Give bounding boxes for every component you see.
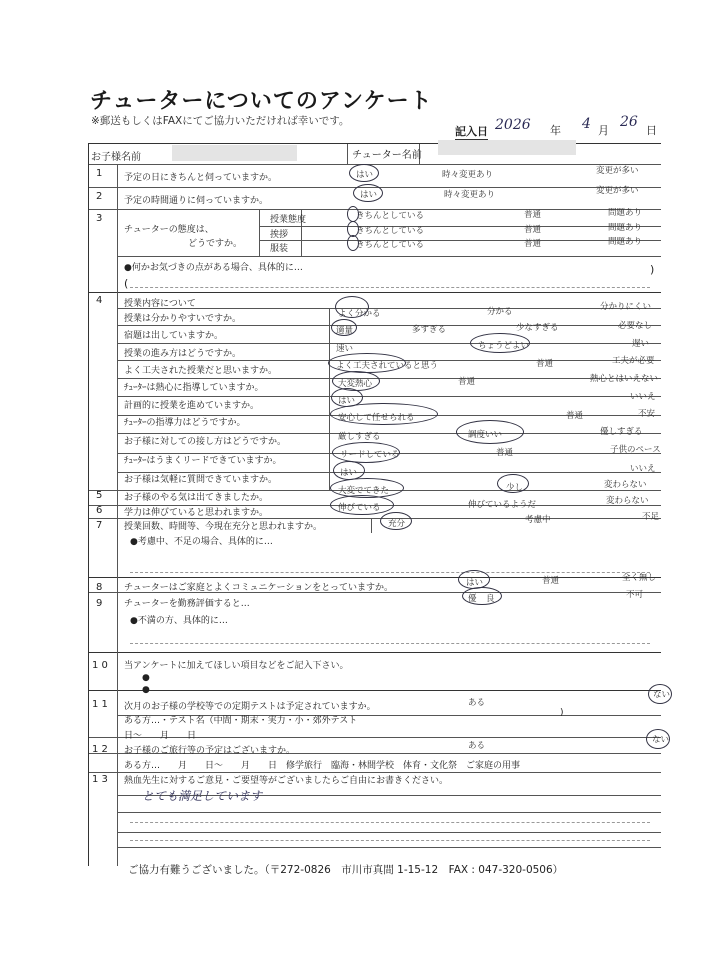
q4-row-7-circle (330, 403, 438, 425)
q4-row-7-opt-2[interactable]: 普通 (566, 411, 584, 421)
q11-opt-no[interactable]: ない (653, 690, 671, 700)
child-name-label: お子様名前 (91, 152, 141, 163)
q12-opt-no-circle (646, 729, 670, 749)
footer-contact: ご協力有難うございました。（〒272-0826 市川市真間 1-15-12 FAX : 047-320-0506） (128, 864, 564, 876)
q3-row-label-greeting: 挨拶 (270, 230, 289, 240)
q12-opt-yes[interactable]: ある (468, 741, 486, 751)
q2-option-sometimes[interactable]: 時々変更あり (444, 190, 496, 200)
q4-row-2-opt-3[interactable]: 少なすぎる (516, 323, 559, 333)
q11-number: 1 1 (92, 699, 108, 710)
q3-greeting-normal[interactable]: 普通 (524, 225, 542, 235)
q4-row-4-opt-2[interactable]: 普通 (536, 359, 554, 369)
q8-text: チューターはご家庭とよくコミュニケーションをとっていますか。 (124, 583, 394, 593)
q4-row-10-opt-1[interactable]: はい (340, 468, 358, 478)
date-month-unit: 月 (598, 124, 609, 137)
q4-row-2-opt-4[interactable]: 必要なし (618, 321, 653, 331)
q9-opt-3[interactable]: 不可 (626, 590, 644, 600)
q3-row-label-attitude: 授業態度 (270, 215, 307, 225)
q6-opt-1[interactable]: 伸びている (338, 503, 381, 513)
q13-answer-line-1[interactable] (130, 822, 650, 823)
q12-opt-no[interactable]: ない (652, 735, 670, 745)
q3-text-1: チューターの態度は、 (124, 225, 214, 235)
q4-row-3-opt-1[interactable]: 速い (336, 344, 354, 354)
q4-row-2-opt-2[interactable]: 多すぎる (412, 325, 447, 335)
q4-row-1-circle (335, 296, 369, 318)
q3-attitude-circle (347, 206, 359, 222)
q3-greeting-good[interactable]: きちんとしている (356, 226, 425, 236)
q11-opt-no-circle (648, 684, 672, 704)
q3-greeting-problem[interactable]: 問題あり (608, 223, 643, 233)
q1-option-often[interactable]: 変更が多い (596, 166, 639, 176)
q4-row-6-opt-2[interactable]: いいえ (630, 392, 656, 402)
q4-row-7-opt-1[interactable]: 安心して任せられる (338, 413, 415, 423)
q9-note: ●不満の方、具体的に… (130, 616, 228, 626)
q3-paren-open: ( (124, 277, 129, 290)
q5-opt-2-circle (497, 474, 529, 493)
q4-row-5-opt-2[interactable]: 普通 (458, 377, 476, 387)
q4-row-6-opt-1[interactable]: はい (338, 396, 356, 406)
q1-text: 予定の日にきちんと伺っていますか。 (124, 173, 278, 183)
q3-clothing-good[interactable]: きちんとしている (356, 240, 425, 250)
q4-row-2-text: 宿題は出していますか。 (124, 331, 224, 341)
q4-row-8-circle (456, 420, 524, 444)
q13-text: 熱血先生に対するご意見・ご要望等がございましたらご自由にお書きください。 (124, 776, 449, 786)
q9-number: 9 (96, 598, 103, 609)
q10-text: 当アンケートに加えてほしい項目などをご記入下さい。 (124, 661, 349, 671)
q3-row-label-clothing: 服装 (270, 244, 289, 254)
q8-opt-2[interactable]: 普通 (542, 576, 560, 586)
q1-option-yes[interactable]: はい (356, 170, 374, 180)
q4-row-4-text: よく工夫された授業だと思いますか。 (124, 366, 278, 376)
date-label: 記入日 (455, 125, 488, 138)
q4-row-2-circle (331, 319, 357, 336)
q5-text: お子様のやる気は出てきましたか。 (124, 493, 269, 503)
q4-row-5-opt-3[interactable]: 熱心とはいえない (590, 374, 659, 384)
q4-row-9-text: ﾁｭｰﾀｰはうまくリードできていますか。 (124, 456, 282, 466)
q10-bullet-1[interactable]: ● (142, 673, 150, 683)
q4-row-2-opt-1[interactable]: 適量 (336, 326, 354, 336)
q12-detail: ある方… 月 日～ 月 日 修学旅行 臨海・林間学校 体育・文化祭 ご家庭の用事 (124, 761, 521, 771)
q2-option-yes[interactable]: はい (360, 190, 378, 200)
q5-number: 5 (96, 490, 103, 501)
q3-clothing-problem[interactable]: 問題あり (608, 237, 643, 247)
q4-row-3-opt-2[interactable]: ちょうどよい (478, 341, 530, 351)
q3-text-2: どうですか。 (188, 239, 243, 249)
tutor-name-label: チューター名前 (352, 150, 422, 161)
q9-answer-line[interactable] (130, 643, 650, 644)
q9-opt-2[interactable]: 良 (486, 594, 495, 604)
q4-row-5-opt-1[interactable]: 大変熱心 (338, 379, 373, 389)
q10-bullet-2[interactable]: ● (142, 685, 150, 695)
q3-attitude-problem[interactable]: 問題あり (608, 208, 643, 218)
tutor-name-redacted[interactable] (438, 140, 576, 155)
q8-opt-3[interactable]: 全く無し (622, 573, 657, 583)
q11-text: 次月のお子様の学校等での定期テストは予定されていますか。 (124, 702, 376, 712)
q5-opt-2[interactable]: 少し (506, 483, 524, 493)
q4-row-9-opt-3[interactable]: 子供のペース (610, 445, 661, 455)
date-year[interactable]: 2026 (495, 117, 531, 133)
q3-clothing-circle (347, 235, 359, 251)
q4-row-3-circle (470, 333, 530, 353)
q7-opt-3[interactable]: 不足 (642, 512, 660, 522)
q4-row-4-opt-3[interactable]: 工夫が必要 (612, 356, 655, 366)
q2-option-often[interactable]: 変更が多い (596, 186, 639, 196)
q7-opt-1[interactable]: 充分 (388, 519, 406, 529)
q4-row-1-opt-1[interactable]: よく分かる (338, 309, 381, 319)
q12-number: 1 2 (92, 744, 108, 755)
q4-row-1-opt-3[interactable]: 分かりにくい (600, 302, 652, 312)
q3-attitude-normal[interactable]: 普通 (524, 210, 542, 220)
q1-option-sometimes[interactable]: 時々変更あり (442, 170, 494, 180)
q2-text: 予定の時間通りに伺っていますか。 (124, 196, 269, 206)
q7-number: 7 (96, 520, 103, 531)
q2-number: 2 (96, 191, 103, 202)
date-day[interactable]: 26 (620, 114, 638, 130)
q2-answer-circle (353, 184, 383, 202)
q3-number: 3 (96, 213, 103, 224)
q3-note: ●何かお気づきの点がある場合、具体的に… (124, 263, 303, 273)
q8-opt-1[interactable]: はい (466, 578, 484, 588)
page-title: チューターについてのアンケート (90, 88, 433, 114)
q5-opt-1[interactable]: 大変でてきた (338, 486, 390, 496)
q6-number: 6 (96, 505, 103, 516)
q4-row-8-text: お子様に対しての接し方はどうですか。 (124, 437, 287, 447)
q3-paren-close: ) (650, 263, 655, 276)
q6-text: 学力は伸びていると思われますか。 (124, 508, 269, 518)
q7-answer-line[interactable] (130, 572, 650, 573)
q6-opt-2[interactable]: 伸びているようだ (468, 500, 537, 510)
q1-answer-circle (349, 164, 379, 182)
q13-handwritten-answer[interactable]: とても満足しています (142, 789, 263, 803)
q3-attitude-good[interactable]: きちんとしている (356, 211, 425, 221)
q4-row-9-opt-1[interactable]: リードしている (340, 450, 400, 460)
page-subtitle: ※郵送もしくはFAXにてご協力いただければ幸いです。 (91, 115, 350, 127)
q11-detail: ある方…・テスト名（中間・期末・実力・小・郊外テスト (124, 716, 358, 726)
q11-date-line: 日～ 月 日 (124, 731, 197, 741)
q8-number: 8 (96, 582, 103, 593)
child-name-redacted[interactable] (172, 145, 297, 161)
q7-note: ●考慮中、不足の場合、具体的に… (130, 537, 273, 547)
date-year-unit: 年 (550, 124, 561, 137)
q4-heading: 授業内容について (124, 299, 196, 309)
q4-row-8-opt-3[interactable]: 優しすぎる (600, 427, 643, 437)
q1-number: 1 (96, 168, 103, 179)
q4-row-3-opt-3[interactable]: 遅い (632, 339, 650, 349)
q4-row-6-text: 計画的に授業を進めていますか。 (124, 401, 260, 411)
q4-row-5-text: ﾁｭｰﾀｰは熱心に指導していますか。 (124, 383, 264, 393)
q7-opt-1-circle (380, 512, 412, 530)
q4-row-4-opt-1[interactable]: よく工夫されていると思う (336, 361, 439, 371)
q4-row-7-text: ﾁｭｰﾀｰの指導力はどうですか。 (124, 418, 246, 428)
q12-text: お子様のご旅行等の予定はございますか。 (124, 746, 296, 756)
q7-text: 授業回数、時間等、今現在充分と思われますか。 (124, 522, 323, 532)
q6-opt-1-circle (330, 495, 394, 515)
q9-opt-1[interactable]: 優 (468, 594, 477, 604)
q3-clothing-normal[interactable]: 普通 (524, 239, 542, 249)
q11-detail-close: ) (560, 708, 564, 718)
q4-row-8-opt-1[interactable]: 厳しすぎる (338, 432, 381, 442)
q4-number: 4 (96, 295, 103, 306)
q13-number: 1 3 (92, 774, 108, 785)
q9-text: チューターを勤務評価すると… (124, 599, 250, 609)
q5-opt-3[interactable]: 変わらない (604, 480, 647, 490)
q4-row-8-opt-2[interactable]: 調度いい (468, 430, 503, 440)
q7-opt-2[interactable]: 考慮中 (525, 515, 551, 525)
q4-row-1-opt-2[interactable]: 分かる (487, 307, 513, 317)
q4-row-4-circle (328, 353, 406, 373)
q9-opt-circle (462, 587, 502, 605)
q3-answer-line[interactable] (130, 287, 650, 288)
q13-answer-line-2[interactable] (130, 840, 650, 841)
date-month[interactable]: 4 (582, 116, 591, 132)
q11-opt-yes[interactable]: ある (468, 698, 486, 708)
date-day-unit: 日 (646, 124, 657, 137)
q4-row-1-text: 授業は分かりやすいですか。 (124, 314, 242, 324)
q6-opt-3[interactable]: 変わらない (606, 496, 649, 506)
q4-row-9-opt-2[interactable]: 普通 (496, 448, 514, 458)
q10-number: 1 0 (92, 660, 108, 671)
q4-row-10-opt-2[interactable]: いいえ (630, 464, 656, 474)
q4-row-10-text: お子様は気軽に質問できていますか。 (124, 475, 278, 485)
q4-row-9-circle (332, 442, 400, 463)
q4-row-3-text: 授業の進み方はどうですか。 (124, 349, 242, 359)
q4-row-7-opt-3[interactable]: 不安 (638, 409, 656, 419)
